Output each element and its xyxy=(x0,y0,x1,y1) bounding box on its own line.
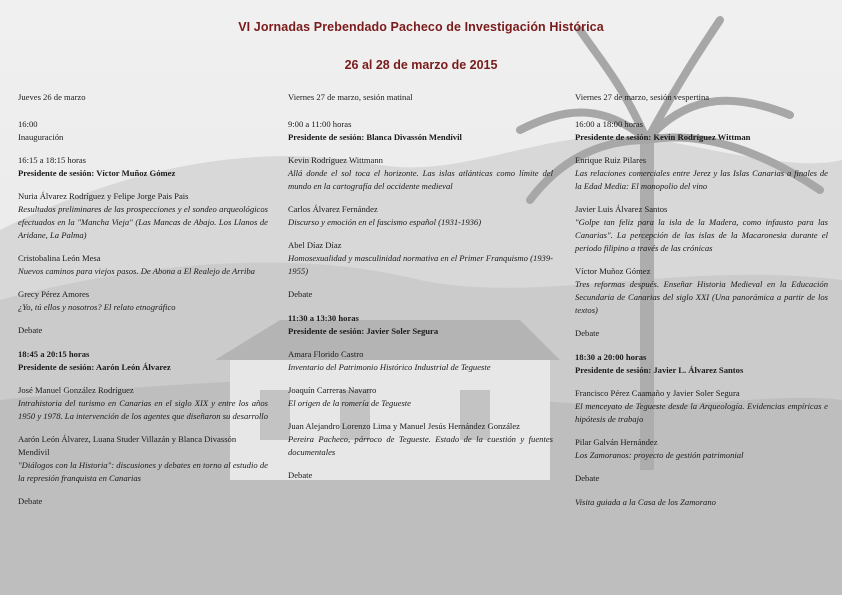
session-time: 16:00 a 18:00 horas xyxy=(575,119,644,129)
debate-label: Debate xyxy=(575,473,600,483)
paper-authors: Juan Alejandro Lorenzo Lima y Manuel Jesús Hernández González xyxy=(288,421,520,431)
debate-label: Debate xyxy=(18,496,43,506)
day-heading: Viernes 27 de marzo, sesión matinal xyxy=(288,92,413,102)
paper-title: Nuevos caminos para viejos pasos. De Abona a El Realejo de Arriba xyxy=(18,266,255,276)
session-block xyxy=(18,154,268,180)
paper-item xyxy=(288,420,553,459)
paper-authors: Abel Díaz Díaz xyxy=(288,240,342,250)
paper-item xyxy=(288,203,553,229)
paper-authors: Kevin Rodríguez Wittmann xyxy=(288,155,383,165)
session-president: Presidente de sesión: Kevin Rodríguez Wittman xyxy=(575,132,751,142)
session-president: Presidente de sesión: Blanca Divassón Mendívil xyxy=(288,132,462,142)
event-title: VI Jornadas Prebendado Pacheco de Investigación Histórica xyxy=(238,20,604,34)
column-friday-afternoon xyxy=(575,91,828,509)
paper-item xyxy=(575,387,828,426)
session-time: 16:15 a 18:15 horas xyxy=(18,155,87,165)
paper-item xyxy=(18,288,268,314)
paper-item xyxy=(18,252,268,278)
debate-label: Debate xyxy=(288,470,313,480)
session-label: Inauguración xyxy=(18,132,64,142)
paper-item xyxy=(18,384,268,423)
paper-item xyxy=(288,154,553,193)
paper-item xyxy=(288,348,553,374)
paper-authors: Grecy Pérez Amores xyxy=(18,289,90,299)
paper-title: Tres reformas después. Enseñar Historia Medieval en la Educación Secundaria de Canarias del siglo XXI (Una panorámica a partir de los textos) xyxy=(575,279,828,315)
paper-authors: Enrique Ruiz Pilares xyxy=(575,155,647,165)
day-heading: Jueves 26 de marzo xyxy=(18,92,86,102)
paper-title: Intrahistoria del turismo en Canarias en el siglo XIX y entre los años 1950 y 1978. La intervención de los agentes que diseñaron su desarrollo xyxy=(18,398,268,421)
paper-title: El origen de la romería de Tegueste xyxy=(288,398,412,408)
paper-authors: Carlos Álvarez Fernández xyxy=(288,204,378,214)
session-block xyxy=(575,351,828,377)
session-time: 11:30 a 13:30 horas xyxy=(288,313,359,323)
debate-label: Debate xyxy=(288,289,313,299)
paper-authors: Pilar Galván Hernández xyxy=(575,437,658,447)
paper-item xyxy=(18,190,268,242)
session-president: Presidente de sesión: Javier L. Álvarez Santos xyxy=(575,365,744,375)
session-president: Presidente de sesión: Víctor Muñoz Gómez xyxy=(18,168,176,178)
paper-authors: Aarón León Álvarez, Luana Studer Villazán y Blanca Divassón Mendívil xyxy=(18,434,237,457)
paper-title: Allá donde el sol toca el horizonte. Las islas atlánticas como límite del mundo en la cartografía del occidente medieval xyxy=(288,168,553,191)
session-president: Presidente de sesión: Aarón León Álvarez xyxy=(18,362,171,372)
paper-item xyxy=(288,384,553,410)
paper-title: Los Zamoranos: proyecto de gestión patrimonial xyxy=(575,450,744,460)
session-president: Presidente de sesión: Javier Soler Segura xyxy=(288,326,439,336)
paper-title: Homosexualidad y masculinidad normativa en el Primer Franquismo (1939-1955) xyxy=(288,253,553,276)
paper-title: Inventario del Patrimonio Histórico Industrial de Tegueste xyxy=(288,362,491,372)
paper-authors: Nuria Álvarez Rodríguez y Felipe Jorge Pais Pais xyxy=(18,191,189,201)
paper-item xyxy=(288,239,553,278)
paper-title: ¿Yo, tú ellos y nosotros? El relato etnográfico xyxy=(18,302,176,312)
column-friday-morning xyxy=(288,91,553,493)
paper-item xyxy=(18,433,268,485)
session-block xyxy=(18,348,268,374)
paper-authors: Víctor Muñoz Gómez xyxy=(575,266,651,276)
paper-title: "Golpe tan feliz para la isla de la Madera, como infausto para las Canarias". La percepción de las islas de la Macaronesia durante el periodo filipino a través de las crónicas xyxy=(575,217,828,253)
session-time: 18:45 a 20:15 horas xyxy=(18,349,90,359)
debate-label: Debate xyxy=(575,328,600,338)
session-time: 16:00 xyxy=(18,119,38,129)
paper-item xyxy=(575,436,828,462)
paper-title: Discurso y emoción en el fascismo español (1931-1936) xyxy=(288,217,482,227)
paper-authors: Joaquín Carreras Navarro xyxy=(288,385,377,395)
session-time: 18:30 a 20:00 horas xyxy=(575,352,647,362)
paper-title: Las relaciones comerciales entre Jerez y las Islas Canarias a finales de la Edad Media: El monopolio del vino xyxy=(575,168,828,191)
paper-title: El menceyato de Tegueste desde la Arqueología. Evidencias empíricas e hipótesis de trabajo xyxy=(575,401,828,424)
paper-authors: Javier Luis Álvarez Santos xyxy=(575,204,668,214)
paper-item xyxy=(575,154,828,193)
session-block xyxy=(288,118,553,144)
session-block xyxy=(288,312,553,338)
session-time: 9:00 a 11:00 horas xyxy=(288,119,352,129)
paper-item xyxy=(575,203,828,255)
paper-title: Resultados preliminares de las prospecciones y el sondeo arqueológicos efectuados en la "Mancha Vieja" (Las Mancas de Abajo. Los Llanos de Aridane, La Palma) xyxy=(18,204,268,240)
session-inauguration xyxy=(18,118,268,144)
paper-title: Pereira Pacheco, párroco de Tegueste. Estado de la cuestión y fuentes documentales xyxy=(288,434,553,457)
paper-title: "Diálogos con la Historia": discusiones y debates en torno al estudio de la represión franquista en Canarias xyxy=(18,460,268,483)
event-dates: 26 al 28 de marzo de 2015 xyxy=(344,58,498,72)
paper-authors: Francisco Pérez Caamaño y Javier Soler Segura xyxy=(575,388,740,398)
debate-label: Debate xyxy=(18,325,43,335)
session-block xyxy=(575,118,828,144)
paper-authors: Cristobalina León Mesa xyxy=(18,253,101,263)
paper-authors: Amara Florido Castro xyxy=(288,349,364,359)
paper-authors: José Manuel González Rodríguez xyxy=(18,385,134,395)
day-heading: Viernes 27 de marzo, sesión vespertina xyxy=(575,92,710,102)
guided-visit: Visita guiada a la Casa de los Zamorano xyxy=(575,497,716,507)
column-thursday xyxy=(18,91,268,519)
paper-item xyxy=(575,265,828,317)
